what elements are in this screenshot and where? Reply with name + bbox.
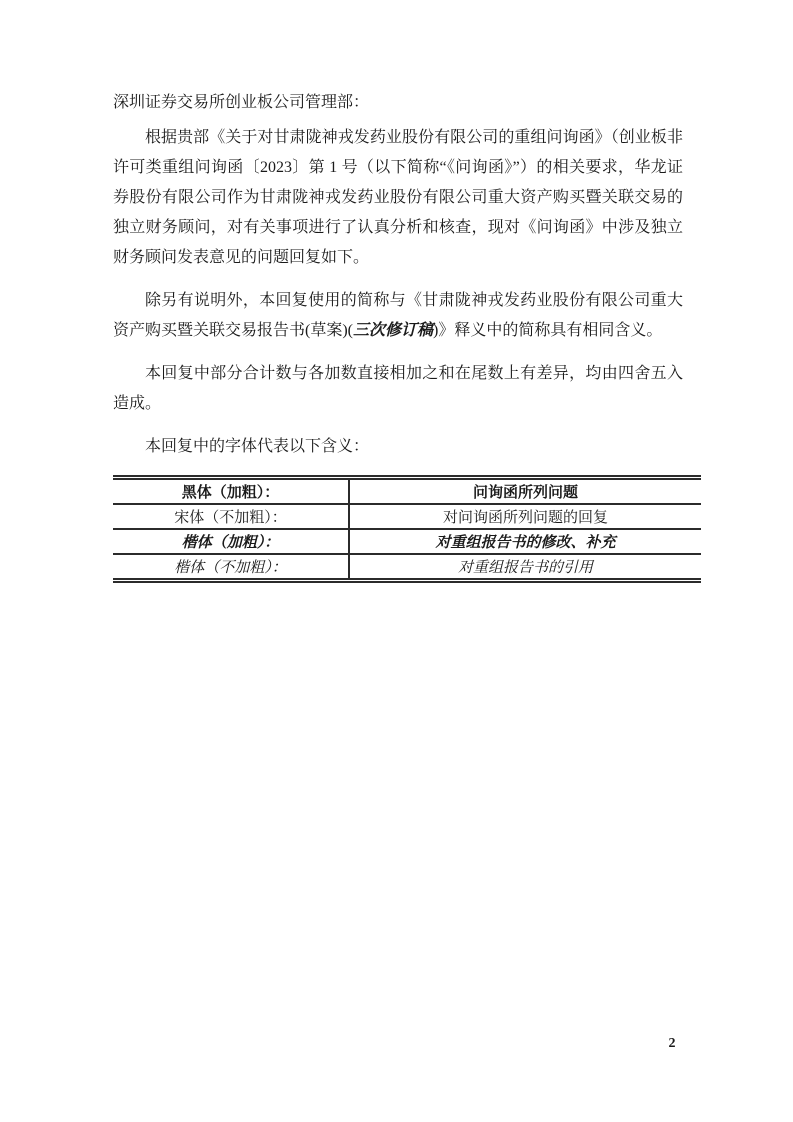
table-row-heiti — [113, 478, 701, 505]
font-term-cell: 黑体（加粗）： — [113, 478, 349, 505]
table-row-songti — [113, 504, 701, 529]
font-term-cell: 宋体（不加粗）： — [113, 504, 349, 529]
paragraph-abbreviation-note — [113, 286, 683, 346]
font-term-cell: 楷体（加粗）： — [113, 529, 349, 554]
paragraph-abbreviation-prefix: 除另有说明外，本回复使用的简称与《甘肃陇神戎发药业股份有限公司重大资产购买暨关联交易报告书(草案)( — [113, 292, 683, 339]
font-legend-table — [113, 475, 701, 583]
font-term-cell: 楷体（不加粗）： — [113, 554, 349, 581]
font-meaning-cell: 对重组报告书的引用 — [349, 554, 701, 581]
page-number: 2 — [668, 1036, 676, 1051]
paragraph-inquiry-basis: 根据贵部《关于对甘肃陇神戎发药业股份有限公司的重组问询函》（创业板非许可类重组问询函〔2023〕第 1 号（以下简称“《问询函》”）的相关要求，华龙证券股份有限公司作为甘肃陇神戎发药业股份有限公司重大资产购买暨关联交易的独立财务顾问，对有关事项进行了认真分析和核查，现对《问询函》中涉及独立财务顾问发表意见的问题回复如下。 — [113, 129, 683, 266]
paragraph-abbreviation-bold-revision: 三次修订稿 — [353, 322, 434, 339]
paragraph-rounding-note: 本回复中部分合计数与各加数直接相加之和在尾数上有差异，均由四舍五入造成。 — [113, 365, 683, 412]
table-row-kaiti-bold — [113, 529, 701, 554]
font-meaning-cell: 对问询函所列问题的回复 — [349, 504, 701, 529]
document-body — [113, 88, 683, 583]
font-meaning-cell: 对重组报告书的修改、补充 — [349, 529, 701, 554]
salutation-line: 深圳证券交易所创业板公司管理部： — [113, 94, 370, 111]
paragraph-font-legend-intro: 本回复中的字体代表以下含义： — [145, 438, 370, 455]
paragraph-abbreviation-suffix: )》释义中的简称具有相同含义。 — [433, 322, 663, 339]
font-meaning-cell: 问询函所列问题 — [472, 484, 578, 501]
table-row-kaiti — [113, 554, 701, 581]
